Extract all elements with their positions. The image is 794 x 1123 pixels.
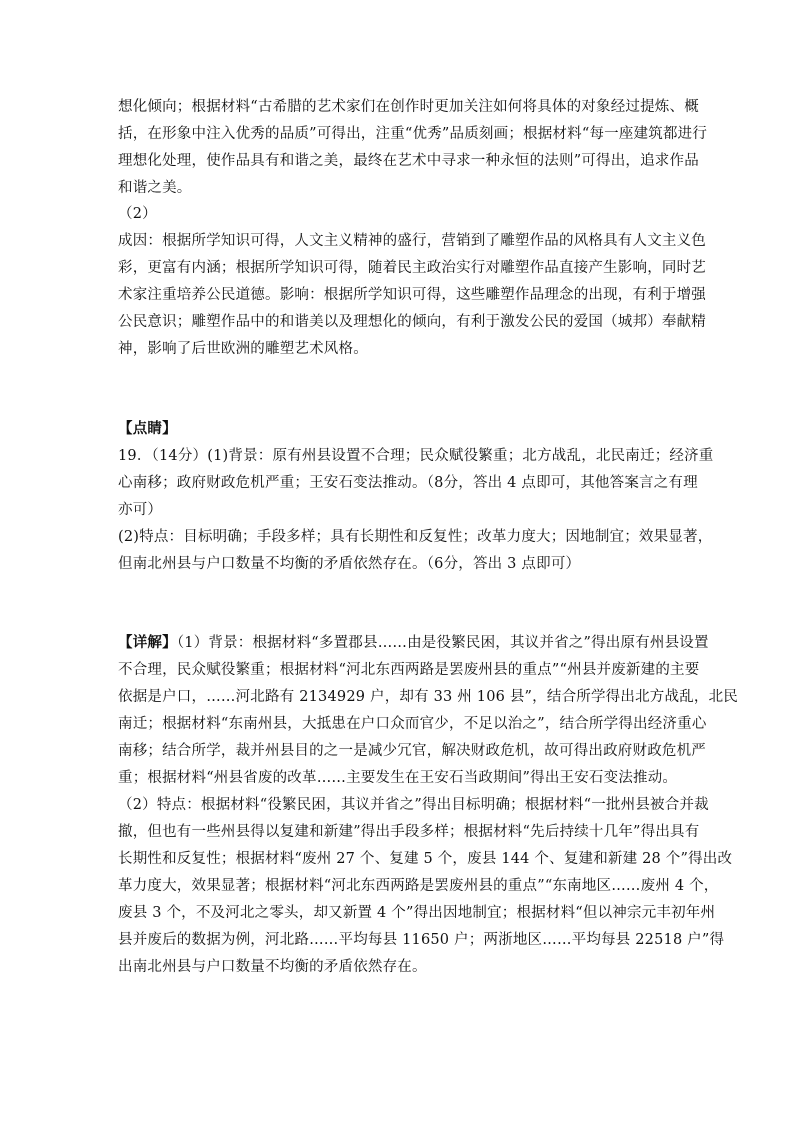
text-line: 但南北州县与户口数量不均衡的矛盾依然存在。（6分，答出 3 点即可） <box>118 556 581 572</box>
text-line: 成因：根据所学知识可得，人文主义精神的盛行，营销到了雕塑作品的风格具有人文主义色 <box>118 233 706 249</box>
answer-paragraph-2 <box>118 228 706 363</box>
text-line: 想化倾向；根据材料“古希腊的艺术家们在创作时更加关注如何将具体的对象经过提炼、概 <box>118 99 699 115</box>
text-line: 重；根据材料“州县省废的改革……主要发生在王安石当政期间”得出王安石变法推动。 <box>118 770 678 786</box>
xiangjie-section <box>118 629 738 981</box>
text-line: 不合理，民众赋役繁重；根据材料“河北东西两路是罢废州县的重点”“州县并废新建的主要 <box>118 662 700 678</box>
text-line: 术家注重培养公民道德。影响：根据所学知识可得，这些雕塑作品理念的出现，有利于增强 <box>118 287 706 303</box>
text-line <box>118 629 709 657</box>
question-part-marker: （2） <box>118 206 157 222</box>
question-19-answer <box>118 443 714 578</box>
text-line: 南迁；根据材料“东南州县，大抵患在户口众而官少，不足以治之”，结合所学得出经济重心 <box>118 716 707 732</box>
text-line: 县并废后的数据为例，河北路……平均每县 11650 户；两浙地区……平均每县 22518 户”得 <box>118 932 725 948</box>
answer-marker-2 <box>118 201 678 228</box>
text-line: 和谐之美。 <box>118 180 192 196</box>
text-line: 长期性和反复性；根据材料“废州 27 个、复建 5 个，废县 144 个、复建和新建 28 个”得出改 <box>118 851 733 867</box>
answer-paragraph-1 <box>118 94 708 202</box>
text-line: 废县 3 个，不及河北之零头，却又新置 4 个”得出因地制宜；根据材料“但以神宗元丰初年州 <box>118 905 716 921</box>
text-line: 依据是户口，……河北路有 2134929 户，却有 33 州 106 县”，结合所学得出北方战乱，北民 <box>118 689 738 705</box>
text-line: （2）特点：根据材料“役繁民困，其议并省之”得出目标明确；根据材料“一批州县被合并裁 <box>118 797 709 813</box>
text-line: 19．（14分）(1)背景：原有州县设置不合理；民众赋役繁重；北方战乱，北民南迁；经济重 <box>118 448 714 464</box>
text-line: 心南移；政府财政危机严重；王安石变法推动。（8分，答出 4 点即可，其他答案言之有理 <box>118 475 698 491</box>
text-line: 革力度大，效果显著；根据材料“河北东西两路是罢废州县的重点”“东南地区……废州 4 个， <box>118 878 719 894</box>
section-heading: 【详解】 <box>118 634 177 651</box>
text-line: 亦可） <box>118 502 163 518</box>
text-line: 公民意识；雕塑作品中的和谐美以及理想化的倾向，有利于激发公民的爱国（城邦）奉献精 <box>118 314 706 330</box>
text-line: 理想化处理，使作品具有和谐之美，最终在艺术中寻求一种永恒的法则”可得出，追求作品 <box>118 153 699 169</box>
text-line: 彩，更富有内涵；根据所学知识可得，随着民主政治实行对雕塑作品直接产生影响，同时艺 <box>118 260 706 276</box>
text-line: 南移；结合所学，裁并州县目的之一是减少冗官，解决财政危机，故可得出政府财政危机严 <box>118 743 706 759</box>
dianjing-heading <box>118 415 678 442</box>
text-line: 撤，但也有一些州县得以复建和新建”得出手段多样；根据材料“先后持续十几年”得出具有 <box>118 824 700 840</box>
text-fragment: （1）背景：根据材料“多置郡县……由是役繁民困，其议并省之”得出原有州县设置 <box>176 635 709 651</box>
text-line: 出南北州县与户口数量不均衡的矛盾依然存在。 <box>118 959 427 975</box>
text-line: 神，影响了后世欧洲的雕塑艺术风格。 <box>118 341 368 357</box>
text-line: (2)特点：目标明确；手段多样；具有长期性和反复性；改革力度大；因地制宜；效果显著， <box>118 529 713 545</box>
text-line: 括，在形象中注入优秀的品质”可得出，注重“优秀”品质刻画；根据材料“每一座建筑都进行 <box>118 126 708 142</box>
section-heading: 【点睛】 <box>118 420 177 437</box>
